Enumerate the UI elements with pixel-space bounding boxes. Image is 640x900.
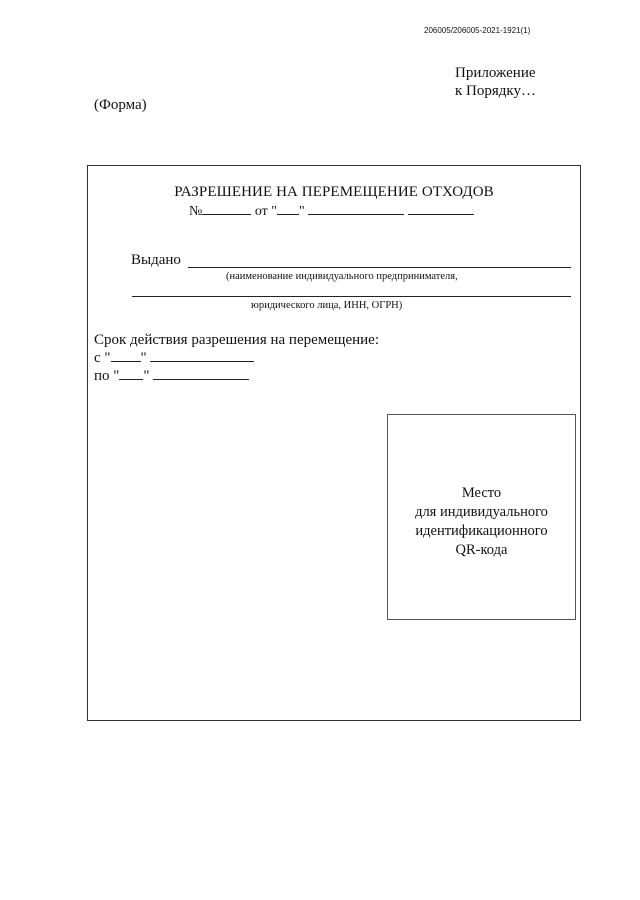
number-sign: № — [189, 204, 203, 219]
validity-to-prefix: по — [94, 368, 110, 384]
issued-caption-1: (наименование индивидуального предпринимателя, — [226, 271, 458, 282]
permit-day-field[interactable] — [277, 202, 299, 215]
validity-section — [94, 331, 379, 385]
issued-caption-2: юридического лица, ИНН, ОГРН) — [251, 300, 403, 311]
validity-to-day-field[interactable] — [119, 367, 143, 380]
issued-label: Выдано — [131, 252, 181, 268]
validity-from-prefix: с — [94, 350, 101, 366]
qr-line-1: Место — [461, 485, 502, 501]
quote-close: " — [143, 368, 150, 384]
form-label: (Форма) — [94, 97, 147, 113]
validity-to-row — [94, 367, 379, 385]
qr-line-4: QR-кода — [455, 542, 508, 558]
issued-to-field[interactable] — [188, 267, 571, 268]
validity-from-month-field[interactable] — [150, 349, 254, 362]
qr-line-2: для индивидуального — [415, 504, 548, 520]
quote-close: " — [299, 204, 305, 219]
quote-open: " — [271, 204, 278, 219]
issued-to-field-2[interactable] — [132, 296, 571, 297]
permit-year-field[interactable] — [408, 202, 474, 215]
appendix-reference — [455, 64, 536, 100]
quote-open: " — [113, 368, 120, 384]
date-from-label: от — [254, 204, 268, 219]
quote-open: " — [104, 350, 111, 366]
appendix-line-2: к Порядку… — [455, 83, 536, 99]
permit-title: РАЗРЕШЕНИЕ НА ПЕРЕМЕЩЕНИЕ ОТХОДОВ — [174, 184, 494, 200]
quote-close: " — [140, 350, 147, 366]
permit-number-line — [189, 202, 474, 220]
qr-code-placeholder — [387, 414, 576, 620]
validity-from-row — [94, 349, 379, 367]
permit-month-field[interactable] — [308, 202, 404, 215]
validity-heading: Срок действия разрешения на перемещение: — [94, 332, 379, 348]
appendix-line-1: Приложение — [455, 65, 536, 81]
document-id: 206005/206005-2021-1921(1) — [424, 26, 531, 35]
validity-from-day-field[interactable] — [111, 349, 141, 362]
permit-number-field[interactable] — [202, 202, 251, 215]
validity-to-month-field[interactable] — [153, 367, 249, 380]
qr-line-3: идентификационного — [415, 523, 548, 539]
permit-form-frame — [87, 165, 581, 721]
